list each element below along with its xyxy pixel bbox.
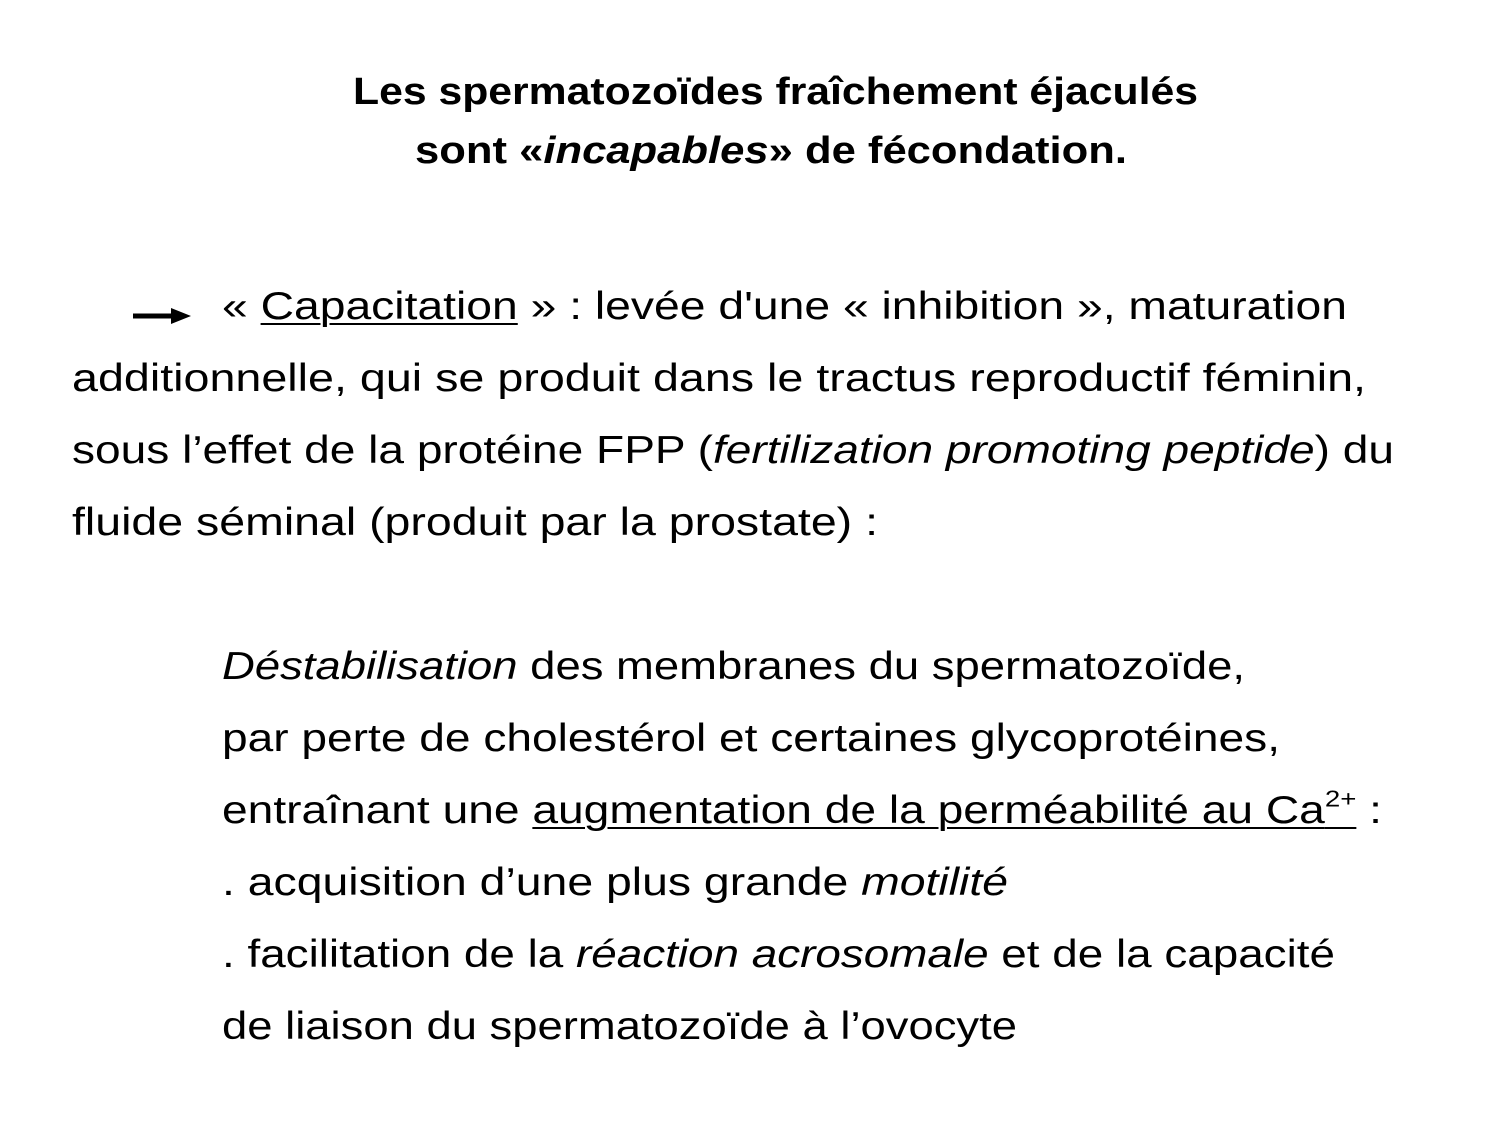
text: des membranes du spermatozoïde,: [517, 645, 1245, 688]
text: additionnelle, qui se produit dans le tractus reproductif féminin,: [72, 357, 1366, 400]
para1-line-4: [72, 503, 878, 542]
text: entraînant une: [222, 789, 533, 832]
para1-line-1: [222, 287, 1347, 326]
para1-line-3: [72, 431, 1394, 470]
title-text: Les spermatozoïdes fraîchement éjaculés: [353, 71, 1198, 113]
term-reaction-acrosomale: réaction acrosomale: [576, 933, 989, 976]
term-motilite: motilité: [861, 861, 1008, 904]
term-fpp: fertilization promoting peptide: [712, 429, 1315, 472]
title-line-2: [415, 132, 1127, 170]
term-destabilisation: Déstabilisation: [222, 645, 518, 688]
text: . facilitation de la: [222, 933, 577, 976]
para2-line-2: [222, 719, 1280, 758]
text: :: [1356, 789, 1382, 832]
calcium-permeability: [532, 785, 1357, 832]
text: » : levée d'une « inhibition », maturation: [517, 285, 1347, 328]
title-text: » de fécondation.: [768, 130, 1127, 172]
text: fluide séminal (produit par la prostate) :: [72, 501, 878, 544]
para2-line-3: [222, 785, 1382, 832]
title-line-1: [353, 73, 1198, 111]
text: et de la capacité: [988, 933, 1335, 976]
text: ) du: [1314, 429, 1394, 472]
title-text: sont «: [415, 130, 544, 172]
text: . acquisition d’une plus grande: [222, 861, 862, 904]
text: «: [222, 285, 261, 328]
para2-line-4: [222, 863, 1008, 902]
para1-line-2: [72, 359, 1366, 398]
para2-line-6: [222, 1007, 1017, 1046]
title-emphasis: incapables: [543, 130, 769, 172]
text: sous l’effet de la protéine FPP (: [72, 429, 713, 472]
text: de liaison du spermatozoïde à l’ovocyte: [222, 1005, 1017, 1048]
right-arrow-icon: [133, 308, 191, 324]
term-capacitation: Capacitation: [260, 285, 518, 328]
superscript: 2+: [1324, 785, 1357, 812]
text: par perte de cholestérol et certaines glycoprotéines,: [222, 717, 1280, 760]
para2-line-5: [222, 935, 1335, 974]
text: augmentation de la perméabilité au Ca: [532, 789, 1325, 832]
para2-line-1: [222, 647, 1245, 686]
